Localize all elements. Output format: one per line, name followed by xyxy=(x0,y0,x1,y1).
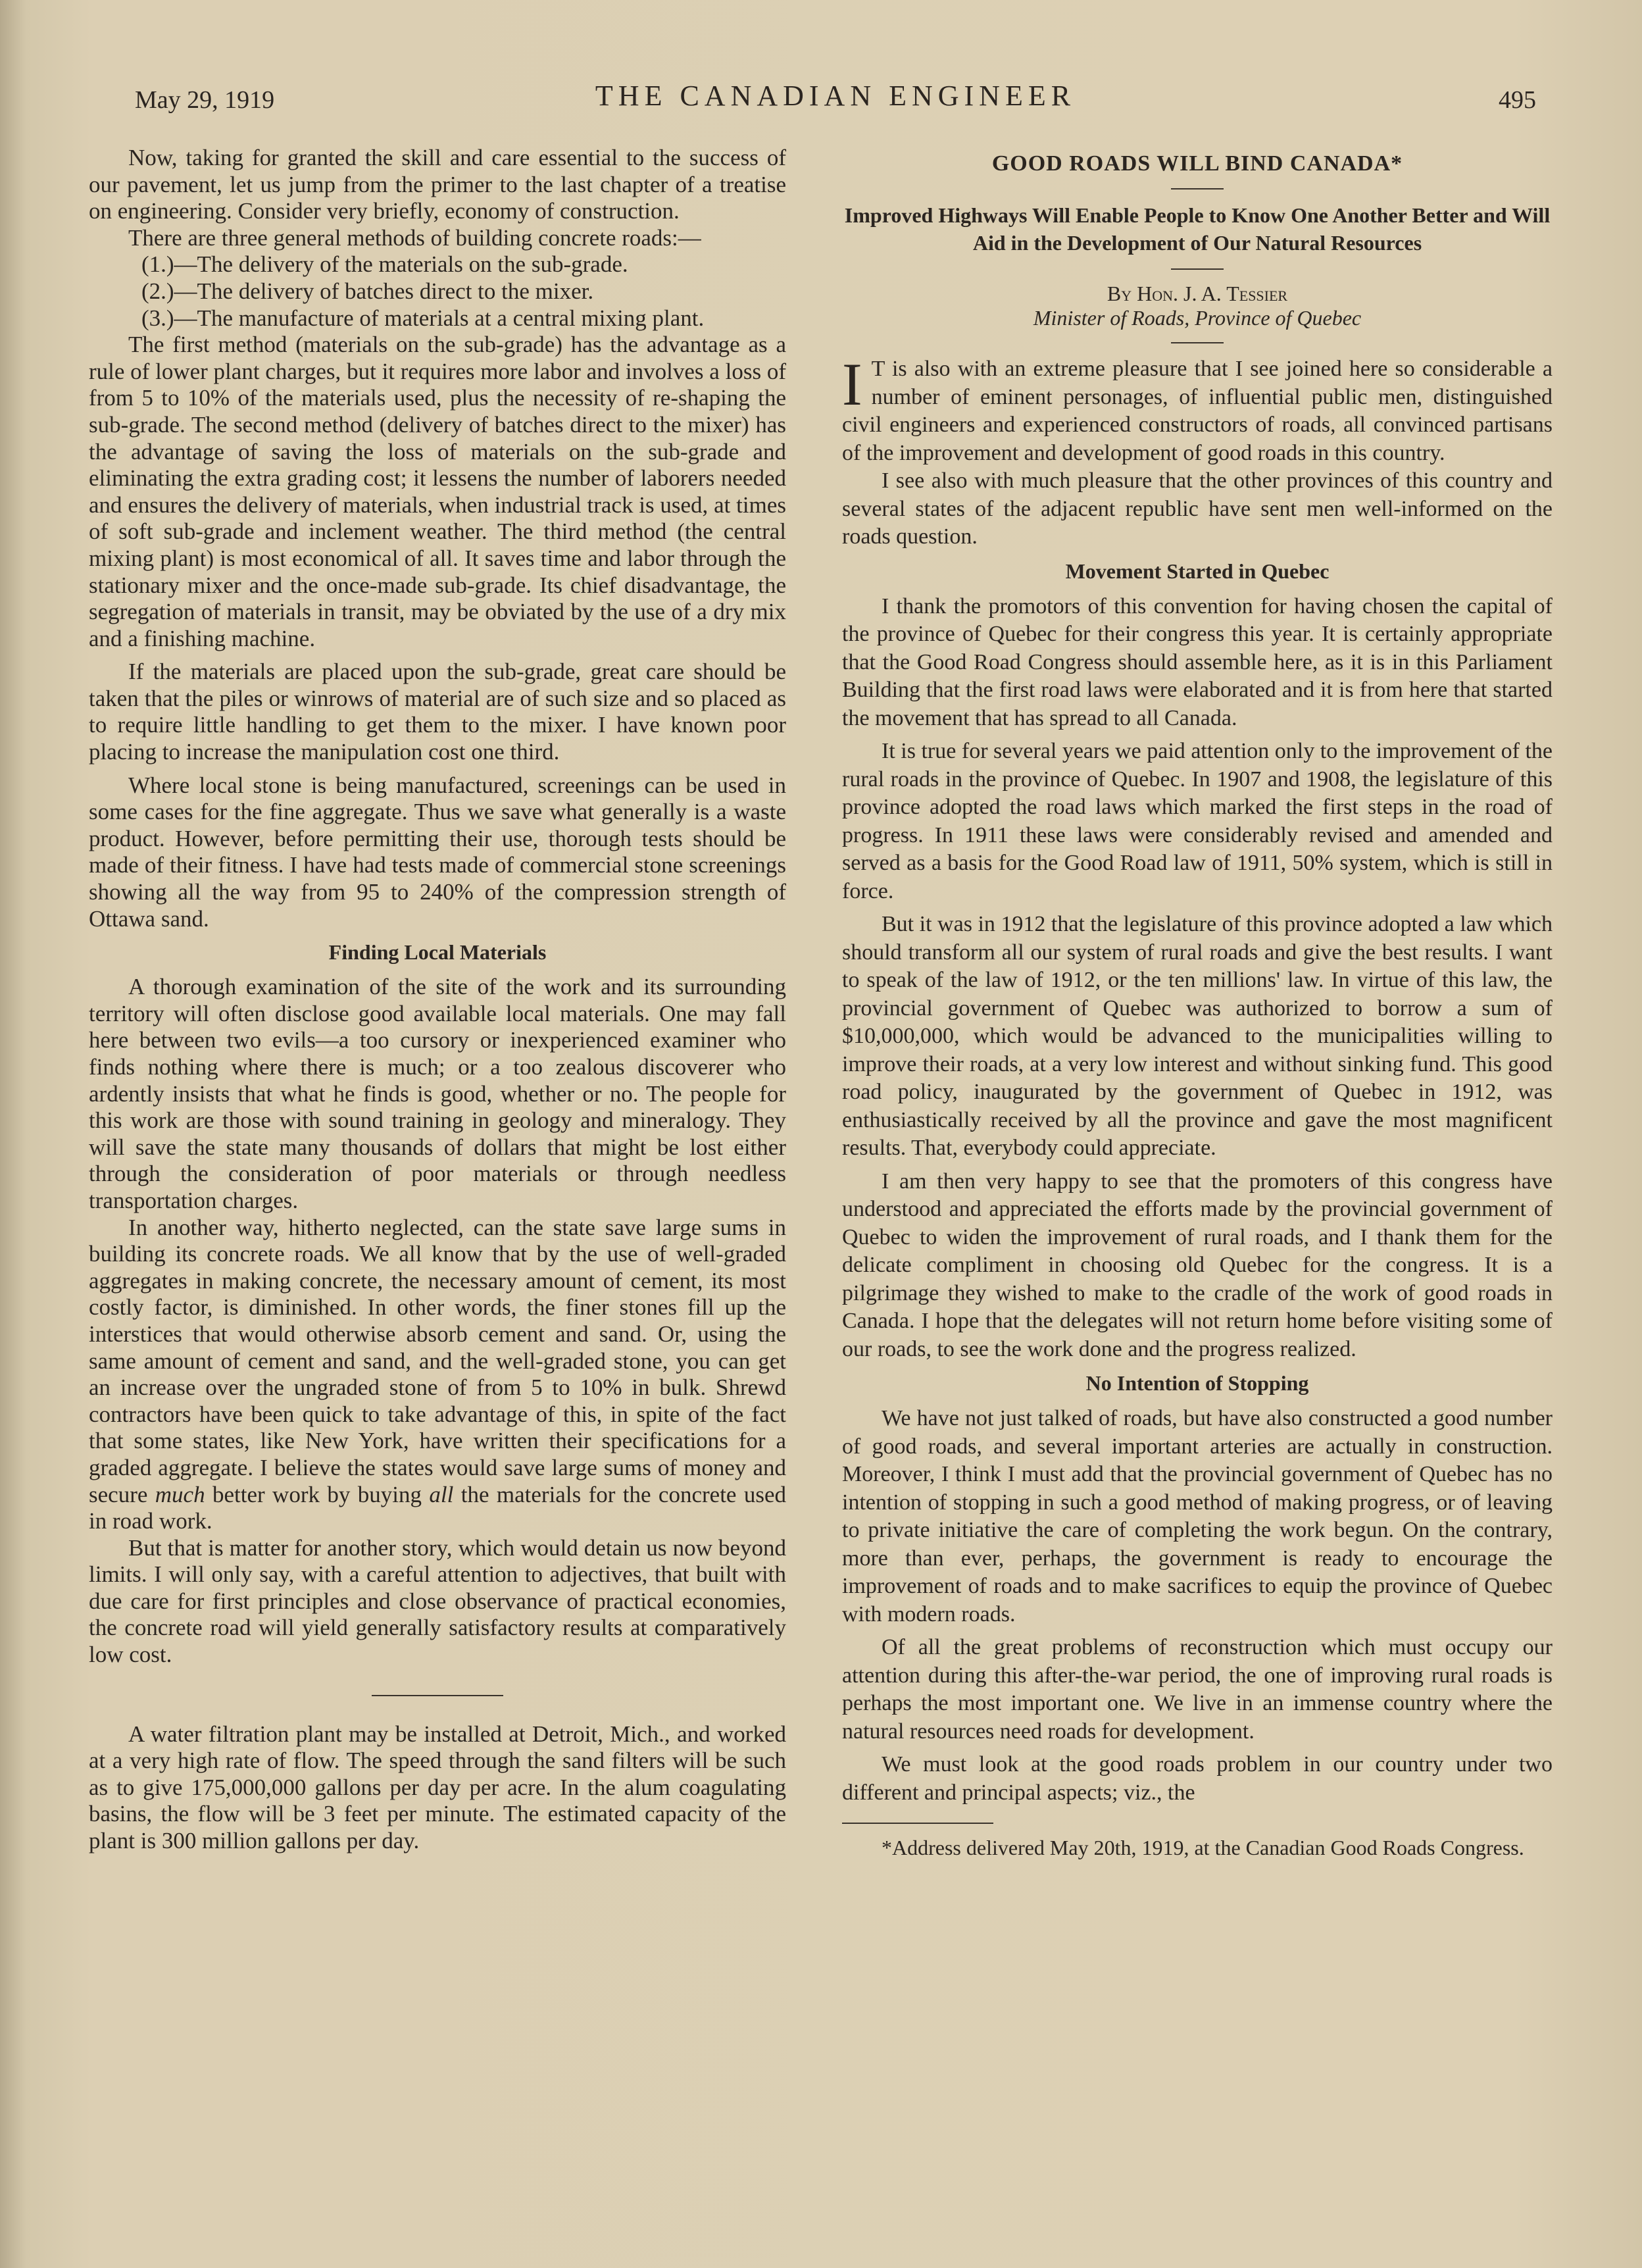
paragraph: We must look at the good roads problem in our country under two different and principal aspects; viz., the xyxy=(842,1752,1553,1805)
paragraph: We have not just talked of roads, but have also constructed a good number of good roads, and several important arteries are actually in construction. Moreover, I think I must add that the provincial government of Quebec has no intention of stopping in such a good method of making progress, or of leaving to private initiative the care of completing the work begun. On the contrary, more than ever, perhaps, the government is ready to encourage the improvement of roads and to make sacrifices to equip the province of Quebec with modern roads. xyxy=(842,1406,1553,1626)
author-role: Minister of Roads, Province of Quebec xyxy=(1033,306,1362,330)
paragraph: But that is matter for another story, which would detain us now beyond limits. I will only say, with a careful attention to adjectives, that built with due care for first principles and close observance of practical economies, the concrete road will yield generally satisfactory results at comparatively low cost. xyxy=(89,1534,786,1668)
byline xyxy=(842,282,1553,306)
text-run: the materials for the concrete used in road work. xyxy=(89,1481,787,1534)
text-run: In another way, hitherto neglected, can the state save large sums in building its concrete roads. We all know that by the use of well-graded aggregates in making concrete, the necessary amount of cement, its most costly factor, is diminished. In other words, the finer stones fill up the interstices that would otherwise absorb cement and sand. Or, using the same amount of cement and sand, and the well-graded stone, you can get an increase over the ungraded stone of from 5 to 10% in bulk. Shrewd contractors have been quick to take advantage of this, in spite of the fact that some states, like New York, have written their specifications for a graded aggregate. I believe the states would save large sums of money and secure xyxy=(89,1214,786,1507)
title-divider xyxy=(1171,188,1224,189)
paragraph: I see also with much pleasure that the other provinces of this country and several states of the adjacent republic have sent men well-informed on the roads question. xyxy=(842,468,1553,549)
paragraph: But it was in 1912 that the legislature of this province adopted a law which should transform all our system of rural roads and give the best results. I want to speak of the law of 1912, or the ten millions' law. In virtue of this law, the provincial government of Quebec was authorized to borrow a sum of $10,000,000, which would be advanced to the municipalities willing to improve their roads, at a very low interest and without sinking fund. This good road policy, inaugurated by the government of Quebec in 1912, was enthusiastically received by all the province and gave the most magnificent results. That, everybody could appreciate. xyxy=(842,912,1553,1160)
paragraph: I am then very happy to see that the promoters of this congress have understood and appreciated the efforts made by the provincial government of Quebec to widen the improvement of rural roads, and I thank them for the delicate compliment in choosing old Quebec for the congress. It is a pilgrimage they wished to make to the cradle of the work of good roads in Canada. I hope that the delegates will not return home before visiting some of our roads, to see the work done and the progress realized. xyxy=(842,1169,1553,1361)
list-item: (3.)—The manufacture of materials at a central mixing plant. xyxy=(141,305,705,331)
byline-divider xyxy=(1171,342,1224,343)
issue-date: May 29, 1919 xyxy=(135,86,275,114)
opening-text: T is also with an extreme pleasure that I see joined here so considerable a number of eminent personages, of influential public men, distinguished civil engineers and experienced constructors of roads, all convinced partisans of the improvement and development of good roads in this country. xyxy=(842,357,1553,465)
journal-title: THE CANADIAN ENGINEER xyxy=(595,80,1076,112)
list-item: (1.)—The delivery of the materials on the sub-grade. xyxy=(141,251,628,278)
paragraph: Of all the great problems of reconstruction which must occupy our attention during this after-the-war period, the one of improving rural roads is perhaps the most important one. We live in an immense country where the natural resources need roads for development. xyxy=(842,1635,1553,1744)
author-name: By Hon. J. A. Tessier xyxy=(1107,282,1288,305)
paragraph: A water filtration plant may be installed at Detroit, Mich., and worked at a very high rate of flow. The speed through the sand filters will be such as to give 175,000,000 gallons per day per acre. In the alum coagulating basins, the flow will be 3 feet per minute. The estimated capacity of the plant is 300 million gallons per day. xyxy=(89,1721,786,1854)
section-heading: Movement Started in Quebec xyxy=(1065,559,1330,583)
text-run: better work by buying xyxy=(205,1481,430,1507)
footnote-divider xyxy=(842,1823,993,1824)
page-number: 495 xyxy=(1499,86,1536,114)
list-item: (2.)—The delivery of batches direct to the mixer. xyxy=(141,278,594,304)
article-subtitle: Improved Highways Will Enable People to Know One Another Better and Will Aid in the Development of Our Natural Resources xyxy=(844,203,1551,255)
paragraph: I thank the promotors of this convention for having chosen the capital of the province of Quebec for their congress this year. It is certainly appropriate that the Good Road Congress should assemble here, as it is in this Parliament Building that the first road laws were elaborated and it is from here that started the movement that has spread to all Canada. xyxy=(842,593,1553,730)
drop-cap: I xyxy=(842,351,862,418)
paragraph: There are three general methods of building concrete roads:— xyxy=(128,224,701,251)
paragraph xyxy=(89,1215,786,1535)
paragraph: Where local stone is being manufactured, screenings can be used in some cases for the fine aggregate. Thus we save what generally is a waste product. However, before permitting their use, thorough tests should be made of their fitness. I have had tests made of commercial stone screenings showing all the way from 95 to 240% of the compression strength of Ottawa sand. xyxy=(89,772,786,932)
subtitle-divider xyxy=(1171,268,1224,270)
section-heading: Finding Local Materials xyxy=(328,940,547,965)
emphasis: all xyxy=(429,1481,454,1507)
paragraph: A thorough examination of the site of the work and its surrounding territory will often disclose good available local materials. One may fall here between two evils—a too cursory or inexperienced examiner who finds nothing where there is much; or a too zealous discoverer who ardently insists that what he finds is good, whether or no. The people for this work are those with sound training in geology and mineralogy. They will save the state many thousands of dollars that might be lost either through the consideration of poor materials or through needless transportation charges. xyxy=(89,974,786,1213)
emphasis: much xyxy=(155,1481,205,1507)
footnote: *Address delivered May 20th, 1919, at the Canadian Good Roads Congress. xyxy=(882,1836,1524,1859)
right-column xyxy=(842,145,1553,1861)
page-header xyxy=(135,79,1536,125)
opening-paragraph xyxy=(842,351,1553,467)
paragraph: The first method (materials on the sub-grade) has the advantage as a rule of lower plant charges, but it requires more labor and involves a loss of from 5 to 10% of the materials used, plus the necessity of re-shaping the sub-grade. The second method (delivery of batches direct to the mixer) has the advantage of saving the loss of materials on the sub-grade and eliminating the extra grading cost; it lessens the number of laborers needed and ensures the delivery of materials, when industrial track is used, at times of soft sub-grade and inclement weather. The third method (the central mixing plant) is most economical of all. It saves time and labor through the stationary mixer and the once-made sub-grade. Its chief disadvantage, the segregation of materials in transit, may be obviated by the use of a dry mix and a finishing machine. xyxy=(89,332,786,651)
paragraph: It is true for several years we paid attention only to the improvement of the rural roads in the province of Quebec. In 1907 and 1908, the legislature of this province adopted the road laws which marked the first steps in the road of progress. In 1911 these laws were considerably revised and amended and served as a basis for the Good Road law of 1911, 50% system, which is still in force. xyxy=(842,739,1553,903)
section-divider xyxy=(372,1695,503,1696)
left-column xyxy=(89,145,786,1855)
section-heading: No Intention of Stopping xyxy=(1085,1371,1309,1395)
paragraph: Now, taking for granted the skill and care essential to the success of our pavement, let us jump from the primer to the last chapter of a treatise on engineering. Consider very briefly, economy of construction. xyxy=(89,145,786,224)
article-title: GOOD ROADS WILL BIND CANADA* xyxy=(991,151,1403,176)
paragraph: If the materials are placed upon the sub-grade, great care should be taken that the piles or winrows of material are of such size and so placed as to require little handling to get them to the mixer. I have known poor placing to increase the manipulation cost one third. xyxy=(89,659,786,765)
